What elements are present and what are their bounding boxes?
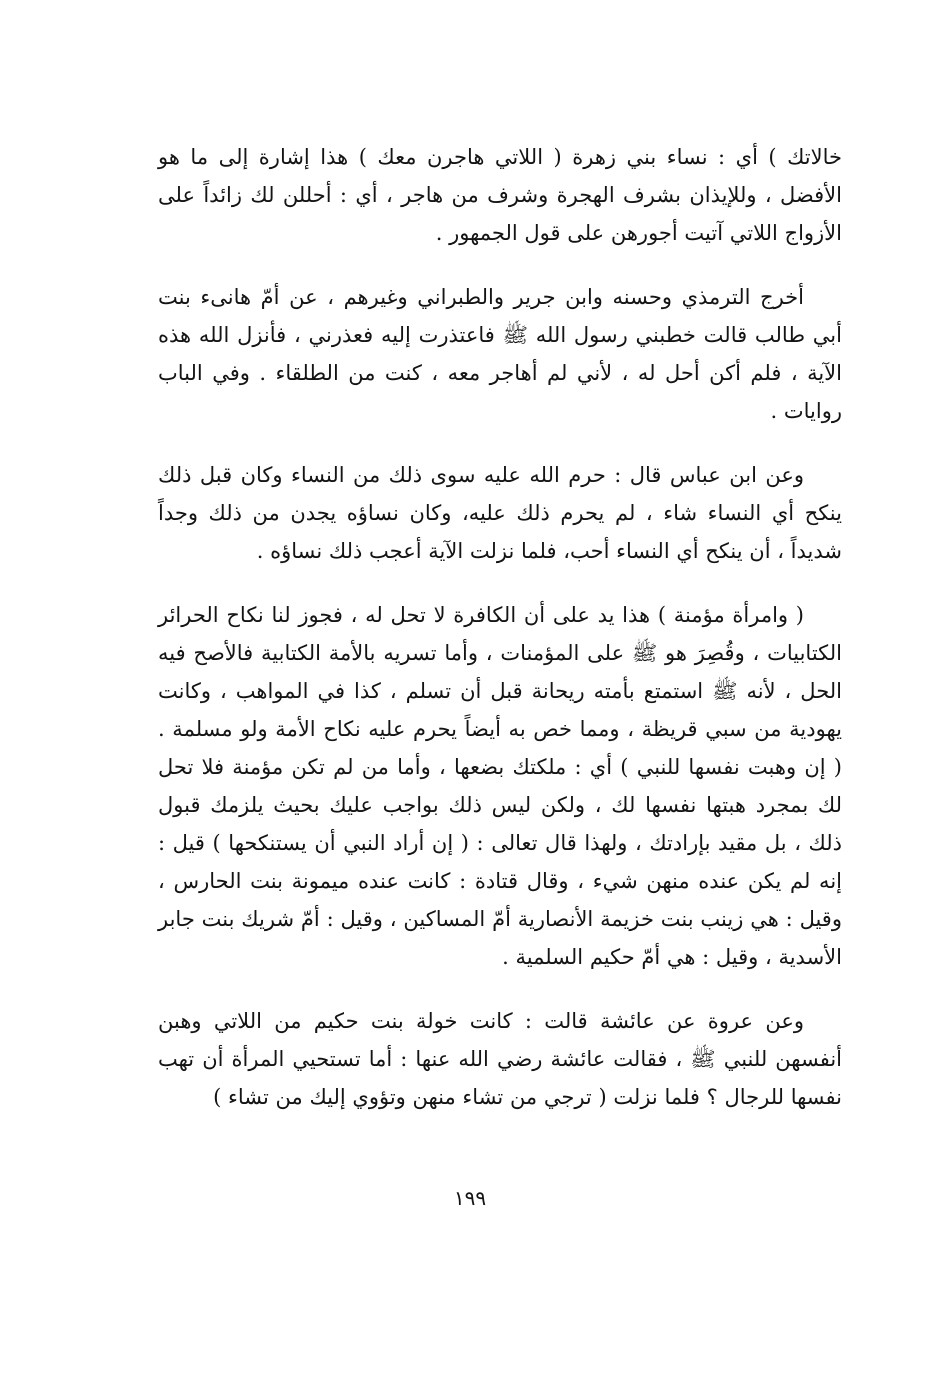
paragraph-4: ( وامرأة مؤمنة ) هذا يد على أن الكافرة لا تحل له ، فجوز لنا نكاح الحرائر الكتابيات ، وقُصِرَ هو ﷺ على المؤمنات ، وأما تسريه بالأمة الكتابية فالأصح فيه الحل ، لأنه ﷺ استمتع بأمته ريحانة قبل أن تسلم ، كذا في المواهب ، وكانت يهودية من سبي قريظة ، ومما خص به أيضاً يحرم عليه نكاح الأمة ولو مسلمة . ( إن وهبت نفسها للنبي ) أي : ملكتك بضعها ، وأما من لم تكن مؤمنة فلا تحل لك بمجرد هبتها نفسها لك ، ولكن ليس ذلك بواجب عليك بحيث يلزمك قبول ذلك ، بل مقيد بإرادتك ، ولهذا قال تعالى : ( إن أراد النبي أن يستنكحها ) قيل : إنه لم يكن عنده منهن شيء ، وقال قتادة : كانت عنده ميمونة بنت الحارس ، وقيل : هي زينب بنت خزيمة الأنصارية أمّ المساكين ، وقيل : أمّ شريك بنت جابر الأسدية ، وقيل : هي أمّ حكيم السلمية . — [158, 603, 842, 969]
page-number: ١٩٩ — [453, 1186, 487, 1210]
paragraph-5: وعن عروة عن عائشة قالت : كانت خولة بنت حكيم من اللاتي وهبن أنفسهن للنبي ﷺ ، فقالت عائشة رضي الله عنها : أما تستحيي المرأة أن تهب نفسها للرجال ؟ فلما نزلت ( ترجي من تشاء منهن وتؤوي إليك من تشاء ) — [158, 1009, 842, 1109]
body-text — [158, 138, 842, 1142]
paragraph-3: وعن ابن عباس قال : حرم الله عليه سوى ذلك من النساء وكان قبل ذلك ينكح أي النساء شاء ، لم يحرم ذلك عليه، وكان نساؤه يجدن من ذلك وجداً شديداً ، أن ينكح أي النساء أحب، فلما نزلت الآية أعجب ذلك نساؤه . — [158, 463, 842, 563]
paragraph-2: أخرج الترمذي وحسنه وابن جرير والطبراني وغيرهم ، عن أمّ هانىء بنت أبي طالب قالت خطبني رسول الله ﷺ فاعتذرت إليه فعذرني ، فأنزل الله هذه الآية ، فلم أكن أحل له ، لأني لم أهاجر معه ، كنت من الطلقاء . وفي الباب روايات . — [158, 285, 842, 423]
paragraph-1: خالاتك ) أي : نساء بني زهرة ( اللاتي هاجرن معك ) هذا إشارة إلى ما هو الأفضل ، وللإيذان بشرف الهجرة وشرف من هاجر ، أي : أحللن لك زائداً على الأزواج اللاتي آتيت أجورهن على قول الجمهور . — [158, 145, 842, 245]
